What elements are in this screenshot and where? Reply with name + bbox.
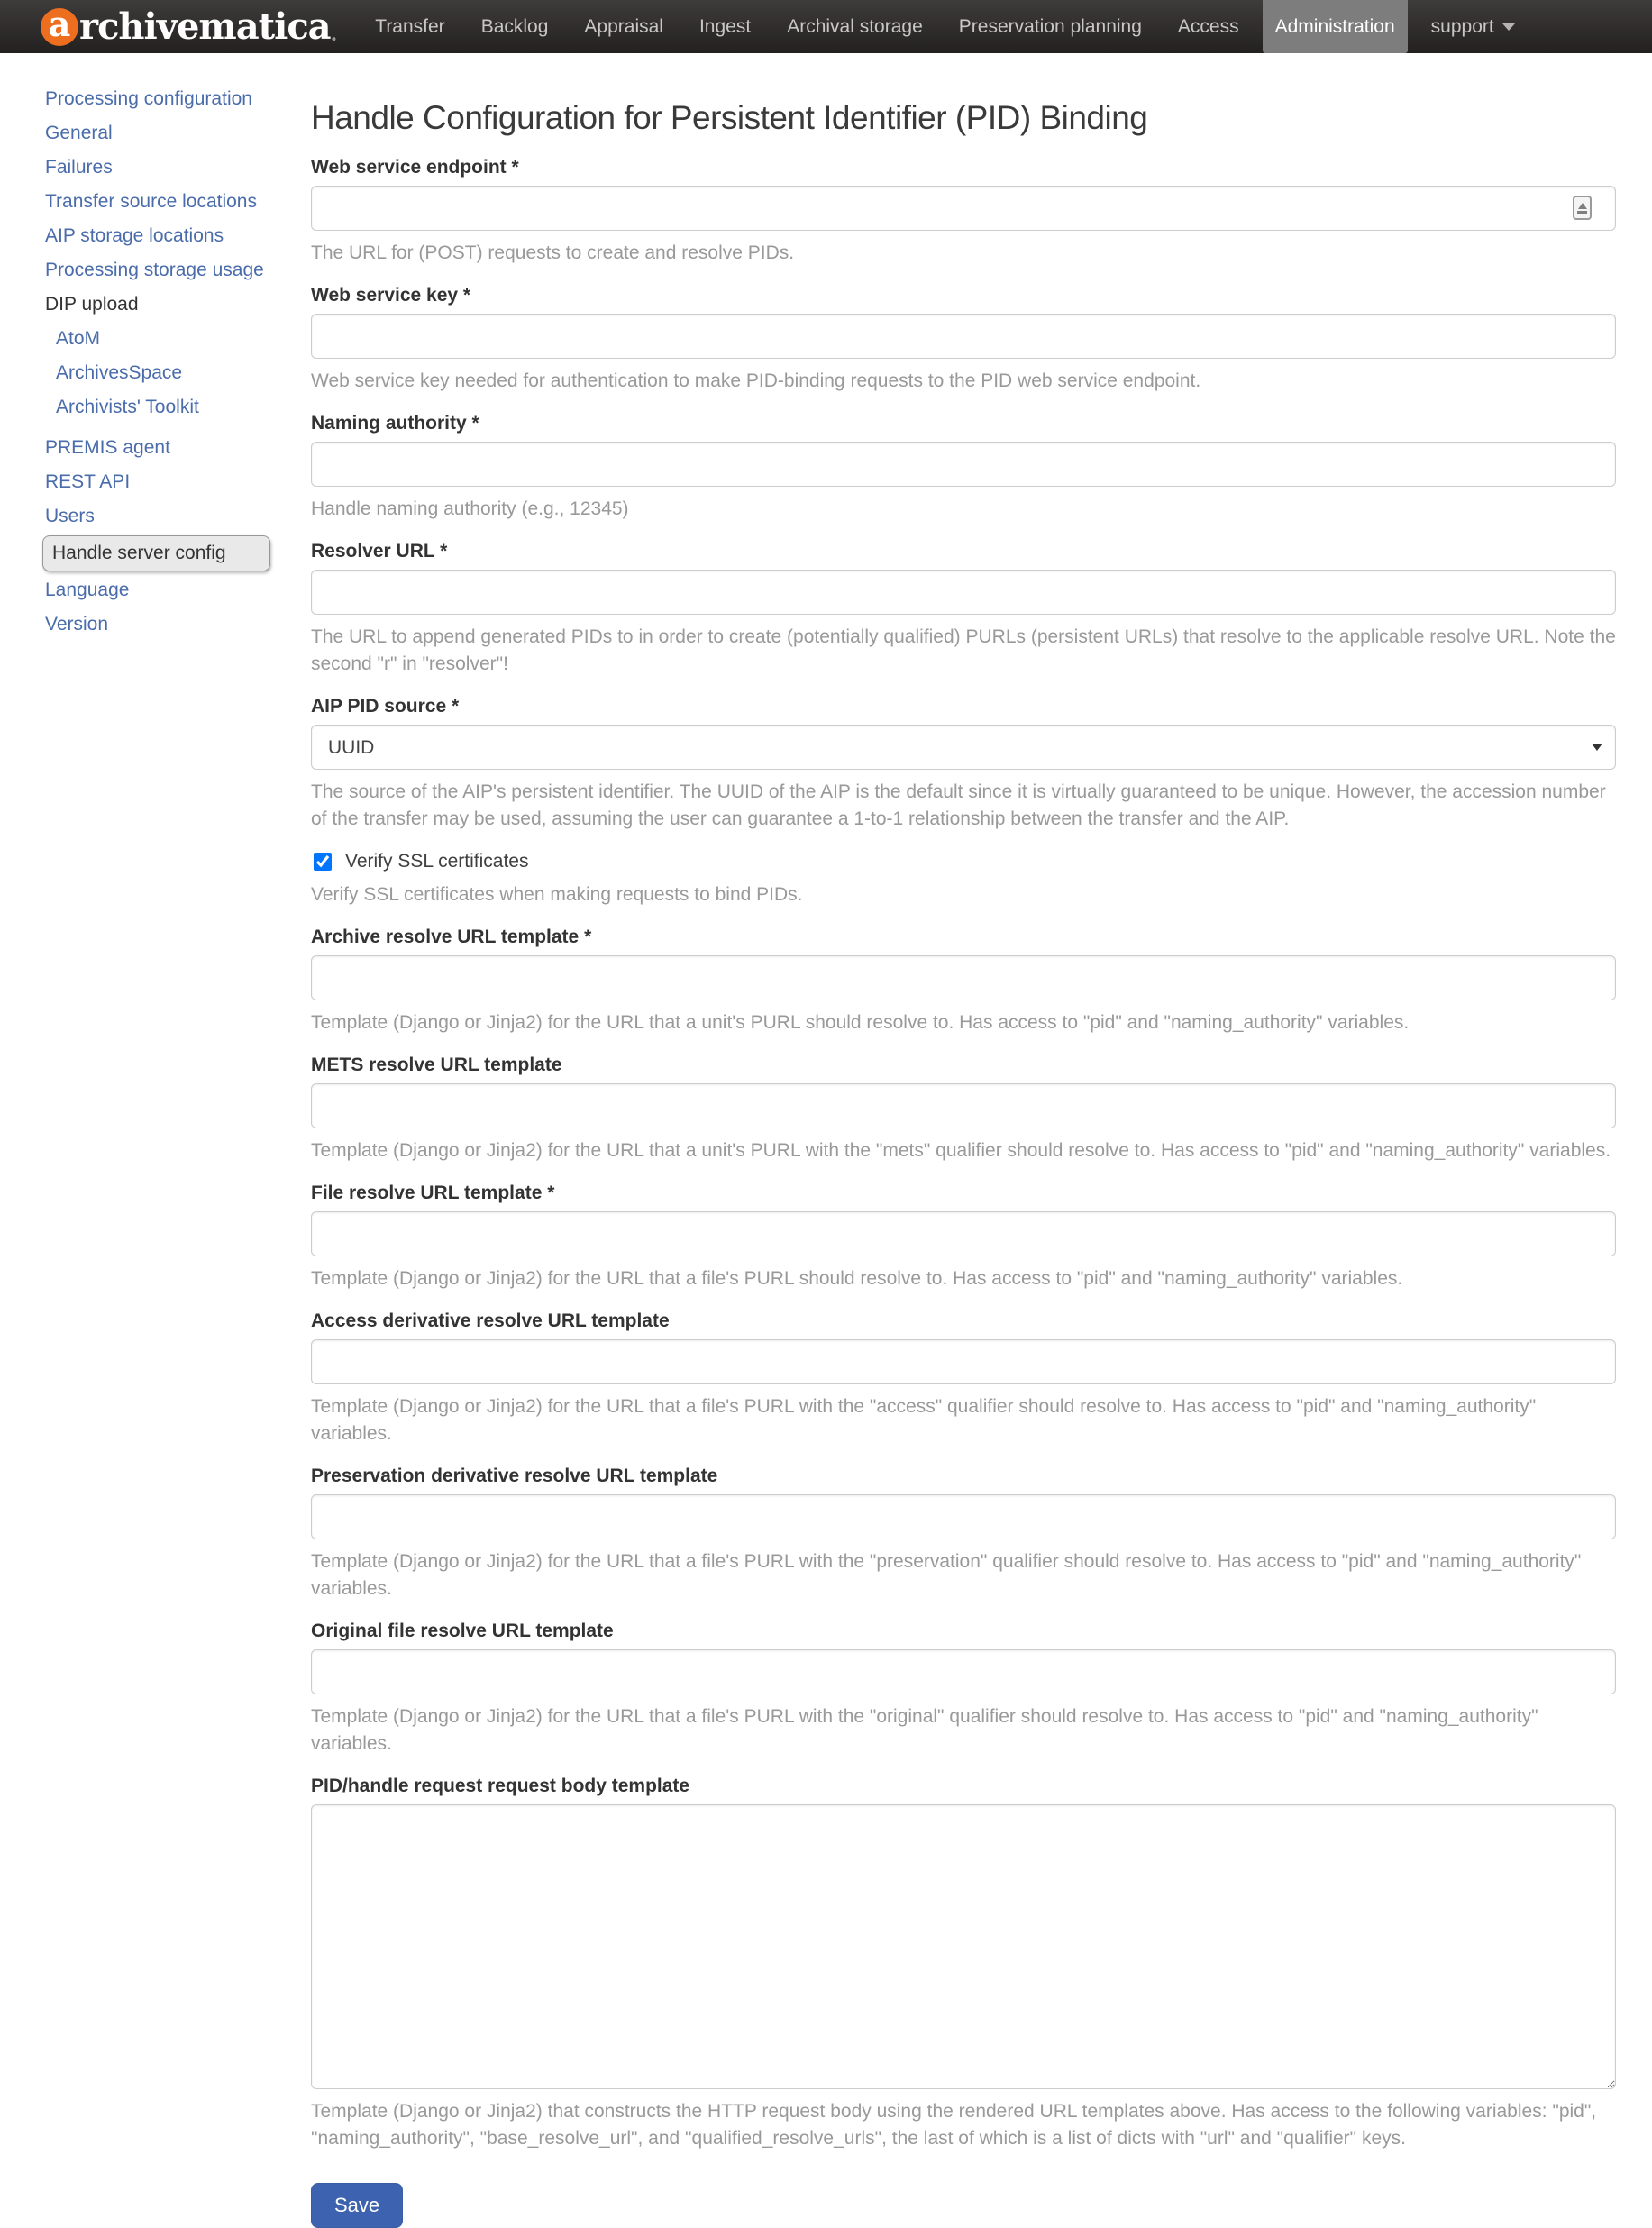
- field-preservation-derivative-resolve-url-template: [311, 1466, 1616, 1603]
- archive-resolve-url-template-input[interactable]: [311, 955, 1616, 1000]
- sidebar-link-failures[interactable]: Failures: [45, 157, 113, 178]
- sidebar-link-archivesspace[interactable]: ArchivesSpace: [56, 362, 183, 383]
- sidebar-link-language[interactable]: Language: [45, 580, 130, 600]
- nav-item-administration[interactable]: Administration: [1263, 0, 1408, 53]
- sidebar-list: [0, 82, 270, 642]
- verify-ssl-label: Verify SSL certificates: [345, 851, 529, 872]
- sidebar-item-atom: [56, 322, 270, 356]
- nav-item-appraisal[interactable]: Appraisal: [584, 15, 663, 37]
- sidebar-header-dip-upload: DIP upload: [45, 294, 139, 315]
- handle-config-form: [311, 157, 1616, 2228]
- aip-pid-source-help: The source of the AIP's persistent identifier. The UUID of the AIP is the default since it is virtually guaranteed to be unique. However, the accession number of the transfer may be used, assuming the user can guarantee a 1-to-1 relationship between the transfer and the AIP.: [311, 781, 1606, 829]
- sidebar-item-rest-api: [45, 465, 270, 499]
- main-content: [311, 53, 1616, 2228]
- page-title: Handle Configuration for Persistent Identifier (PID) Binding: [311, 99, 1148, 136]
- nav-item-backlog[interactable]: Backlog: [480, 15, 549, 37]
- pid-handle-request-body-template-help: Template (Django or Jinja2) that constructs the HTTP request body using the rendered URL templates above. Has access to the following variables: "pid", "naming_authority", "base_resolve_url", and "qualified_resolve_urls", the last of which is a list of dicts with "url" and "qualifier" keys.: [311, 2101, 1597, 2149]
- access-derivative-resolve-url-template-label: Access derivative resolve URL template: [311, 1310, 670, 1331]
- nav-support-label: support: [1430, 15, 1494, 37]
- verify-ssl-checkbox[interactable]: [314, 853, 332, 871]
- admin-sidebar: [0, 53, 270, 642]
- sidebar-item-premis-agent: [45, 431, 270, 465]
- autofill-extension-icon[interactable]: [1573, 196, 1592, 220]
- naming-authority-input[interactable]: [311, 442, 1616, 487]
- web-service-endpoint-wrap: [311, 186, 1616, 231]
- field-mets-resolve-url-template: [311, 1055, 1616, 1164]
- access-derivative-resolve-url-template-input[interactable]: [311, 1339, 1616, 1384]
- file-resolve-url-template-help: Template (Django or Jinja2) for the URL that a file's PURL should resolve to. Has access to "pid" and "naming_authority" variables.: [311, 1268, 1403, 1289]
- preservation-derivative-resolve-url-template-help: Template (Django or Jinja2) for the URL that a file's PURL with the "preservation" qualifier should resolve to. Has access to "pid" and "naming_authority" variables.: [311, 1551, 1582, 1599]
- verify-ssl-help: Verify SSL certificates when making requests to bind PIDs.: [311, 884, 803, 905]
- sidebar-item-language: [45, 573, 270, 607]
- field-web-service-key: [311, 285, 1616, 395]
- web-service-endpoint-help: The URL for (POST) requests to create and resolve PIDs.: [311, 242, 795, 263]
- preservation-derivative-resolve-url-template-label: Preservation derivative resolve URL template: [311, 1466, 718, 1486]
- mets-resolve-url-template-label: METS resolve URL template: [311, 1055, 562, 1075]
- verify-ssl-row: [311, 851, 1616, 872]
- logo-trademark-dot: .: [330, 23, 338, 46]
- sidebar-item-version: [45, 607, 270, 642]
- sidebar-item-dip-upload: [45, 288, 270, 322]
- sidebar-item-general: [45, 116, 270, 151]
- resolver-url-label: Resolver URL *: [311, 541, 448, 562]
- navbar-items: [357, 0, 1532, 53]
- sidebar-link-general[interactable]: General: [45, 123, 113, 143]
- sidebar-item-aip-storage-locations: [45, 219, 270, 253]
- field-aip-pid-source: [311, 696, 1616, 833]
- top-navbar: [0, 0, 1652, 53]
- sidebar-item-failures: [45, 151, 270, 185]
- field-resolver-url: [311, 541, 1616, 678]
- sidebar-link-archivists-toolkit[interactable]: Archivists' Toolkit: [56, 397, 199, 417]
- aip-pid-source-select[interactable]: [311, 725, 1616, 770]
- sidebar-link-users[interactable]: Users: [45, 506, 95, 526]
- sidebar-item-processing-storage-usage: [45, 253, 270, 288]
- sidebar-link-atom[interactable]: AtoM: [56, 328, 101, 349]
- mets-resolve-url-template-help: Template (Django or Jinja2) for the URL that a unit's PURL with the "mets" qualifier should resolve to. Has access to "pid" and "naming_authority" variables.: [311, 1140, 1611, 1161]
- nav-item-preservation-planning[interactable]: Preservation planning: [958, 15, 1142, 37]
- nav-item-transfer[interactable]: Transfer: [375, 15, 445, 37]
- archive-resolve-url-template-label: Archive resolve URL template *: [311, 927, 592, 947]
- sidebar-item-archivesspace: [56, 356, 270, 390]
- sidebar-link-handle-server-config-active[interactable]: Handle server config: [42, 535, 270, 571]
- field-pid-handle-request-body-template: [311, 1776, 1616, 2152]
- save-button[interactable]: Save: [311, 2183, 403, 2228]
- sidebar-item-transfer-source-locations: [45, 185, 270, 219]
- sidebar-item-archivists-toolkit: [56, 390, 270, 425]
- original-file-resolve-url-template-input[interactable]: [311, 1649, 1616, 1694]
- field-verify-ssl: [311, 851, 1616, 909]
- web-service-endpoint-input[interactable]: [311, 186, 1616, 231]
- naming-authority-label: Naming authority *: [311, 413, 479, 434]
- sidebar-link-rest-api[interactable]: REST API: [45, 471, 131, 492]
- sidebar-item-users: [45, 499, 270, 534]
- logo-a-icon: a: [41, 8, 78, 46]
- web-service-key-label: Web service key *: [311, 285, 471, 306]
- page-body: [0, 53, 1652, 2228]
- web-service-key-input[interactable]: [311, 314, 1616, 359]
- field-web-service-endpoint: [311, 157, 1616, 267]
- resolver-url-input[interactable]: [311, 570, 1616, 615]
- nav-item-archival-storage[interactable]: Archival storage: [787, 15, 923, 37]
- nav-item-support[interactable]: [1419, 0, 1528, 53]
- sidebar-link-processing-configuration[interactable]: Processing configuration: [45, 88, 252, 109]
- sidebar-link-premis-agent[interactable]: PREMIS agent: [45, 437, 170, 458]
- field-access-derivative-resolve-url-template: [311, 1310, 1616, 1447]
- naming-authority-help: Handle naming authority (e.g., 12345): [311, 498, 629, 519]
- archivematica-logo[interactable]: [41, 0, 337, 53]
- mets-resolve-url-template-input[interactable]: [311, 1083, 1616, 1128]
- access-derivative-resolve-url-template-help: Template (Django or Jinja2) for the URL that a file's PURL with the "access" qualifier should resolve to. Has access to "pid" and "naming_authority" variables.: [311, 1396, 1537, 1444]
- web-service-endpoint-label: Web service endpoint *: [311, 157, 519, 178]
- web-service-key-help: Web service key needed for authentication to make PID-binding requests to the PID web service endpoint.: [311, 370, 1201, 391]
- sidebar-item-handle-server-config: [42, 534, 270, 573]
- sidebar-link-version[interactable]: Version: [45, 614, 109, 635]
- logo-text: rchivematica: [79, 5, 331, 48]
- field-original-file-resolve-url-template: [311, 1621, 1616, 1758]
- resolver-url-help: The URL to append generated PIDs to in order to create (potentially qualified) PURLs (persistent URLs) that resolve to the applicable resolve URL. Note the second "r" in "resolver"!: [311, 626, 1616, 674]
- pid-handle-request-body-template-textarea[interactable]: [311, 1804, 1616, 2089]
- nav-item-access[interactable]: Access: [1177, 15, 1239, 37]
- file-resolve-url-template-input[interactable]: [311, 1211, 1616, 1256]
- sidebar-link-aip-storage-locations[interactable]: AIP storage locations: [45, 225, 224, 246]
- sidebar-item-processing-configuration: [45, 82, 270, 116]
- archive-resolve-url-template-help: Template (Django or Jinja2) for the URL that a unit's PURL should resolve to. Has access to "pid" and "naming_authority" variables.: [311, 1012, 1410, 1033]
- sidebar-link-transfer-source-locations[interactable]: Transfer source locations: [45, 191, 257, 212]
- nav-item-ingest[interactable]: Ingest: [698, 15, 752, 37]
- field-file-resolve-url-template: [311, 1182, 1616, 1292]
- original-file-resolve-url-template-label: Original file resolve URL template: [311, 1621, 614, 1641]
- aip-pid-source-label: AIP PID source *: [311, 696, 460, 717]
- field-naming-authority: [311, 413, 1616, 523]
- pid-handle-request-body-template-label: PID/handle request request body template: [311, 1776, 690, 1796]
- field-archive-resolve-url-template: [311, 927, 1616, 1036]
- preservation-derivative-resolve-url-template-input[interactable]: [311, 1494, 1616, 1539]
- file-resolve-url-template-label: File resolve URL template *: [311, 1182, 555, 1203]
- caret-down-icon: [1502, 23, 1515, 31]
- sidebar-link-processing-storage-usage[interactable]: Processing storage usage: [45, 260, 264, 280]
- original-file-resolve-url-template-help: Template (Django or Jinja2) for the URL that a file's PURL with the "original" qualifier should resolve to. Has access to "pid" and "naming_authority" variables.: [311, 1706, 1538, 1754]
